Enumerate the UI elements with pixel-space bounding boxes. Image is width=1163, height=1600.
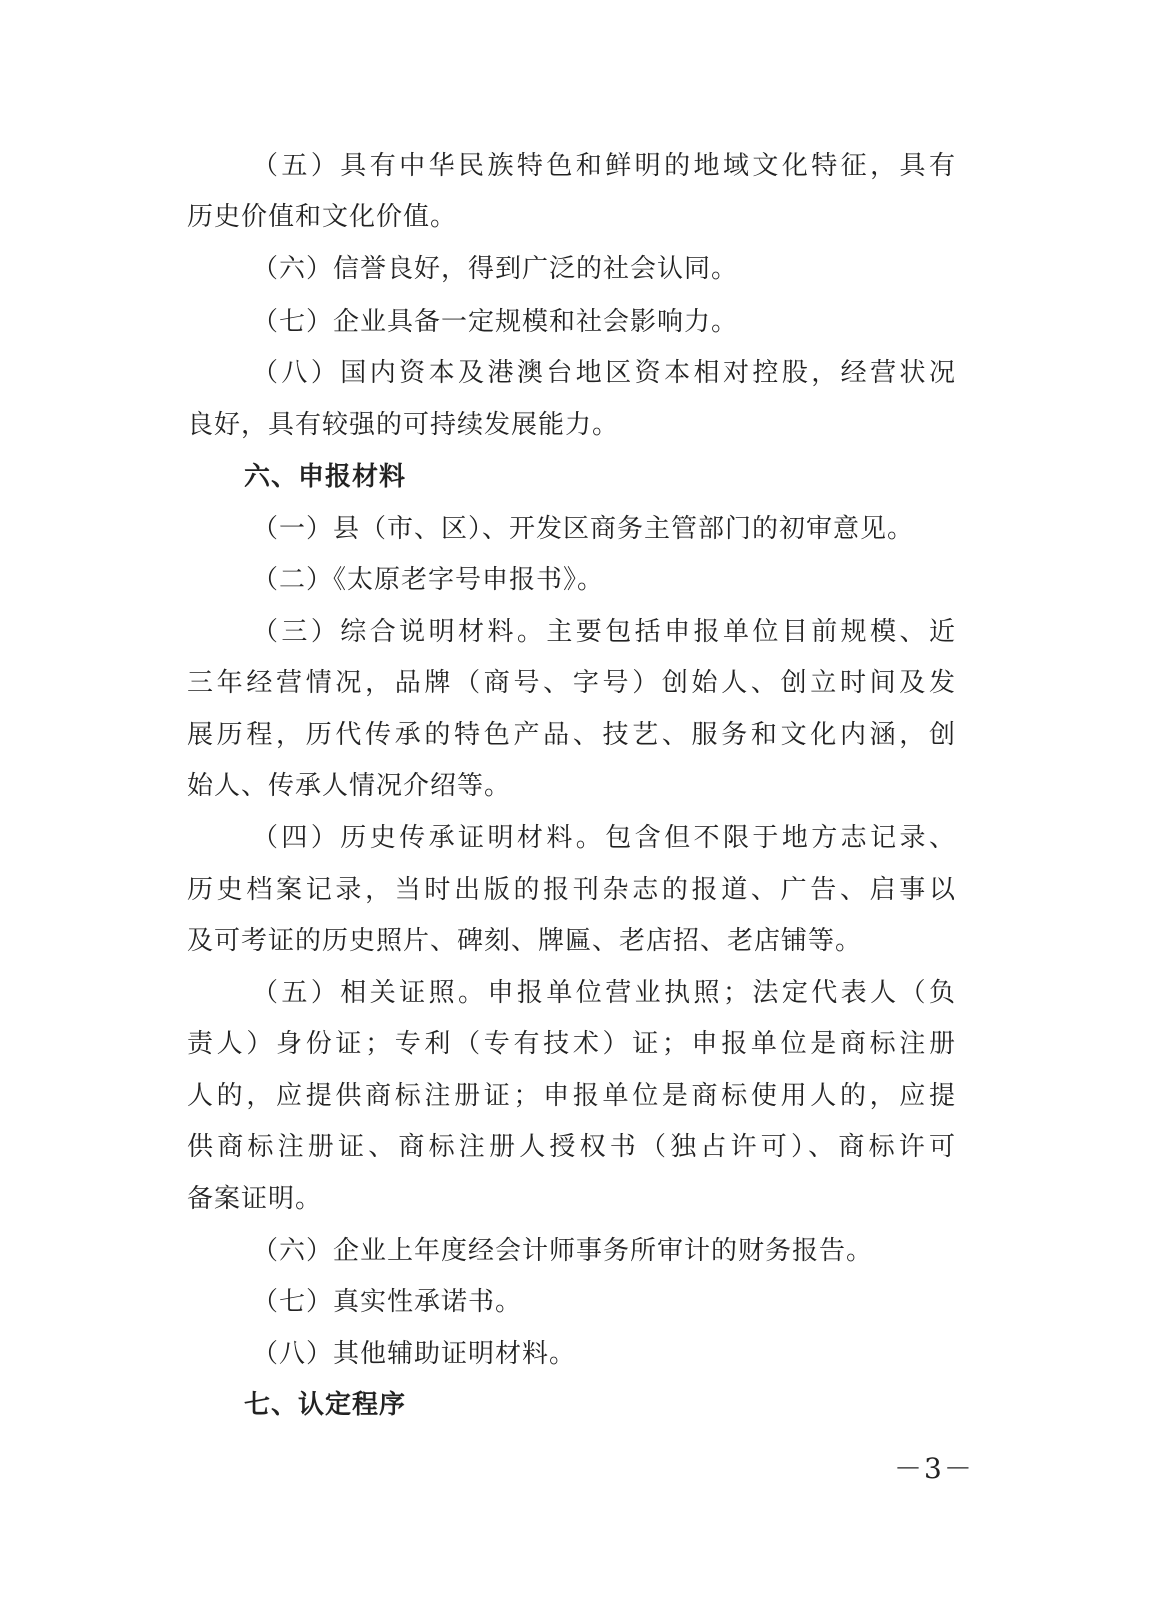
paragraph-line: （三）综合说明材料。主要包括申报单位目前规模、近 xyxy=(252,617,956,647)
paragraph-line: （七）企业具备一定规模和社会影响力。 xyxy=(252,307,739,337)
paragraph-line: （二）《太原老字号申报书》。 xyxy=(252,565,605,595)
section-heading-7: 七、认定程序 xyxy=(244,1390,407,1420)
paragraph-line: 责人）身份证；专利（专有技术）证；申报单位是商标注册 xyxy=(187,1029,956,1059)
paragraph-line: 始人、传承人情况介绍等。 xyxy=(187,771,512,801)
paragraph-line: （六）企业上年度经会计师事务所审计的财务报告。 xyxy=(252,1236,874,1266)
paragraph-line: 三年经营情况，品牌（商号、字号）创始人、创立时间及发 xyxy=(187,668,956,698)
paragraph-line: 历史价值和文化价值。 xyxy=(187,202,458,232)
paragraph-line: （五）具有中华民族特色和鲜明的地域文化特征，具有 xyxy=(252,151,956,181)
paragraph-line: （七）真实性承诺书。 xyxy=(252,1287,523,1317)
paragraph-line: 人的，应提供商标注册证；申报单位是商标使用人的，应提 xyxy=(187,1081,956,1111)
page-number: －3－ xyxy=(894,1452,974,1485)
paragraph-line: （八）其他辅助证明材料。 xyxy=(252,1339,577,1369)
paragraph-line: 历史档案记录，当时出版的报刊杂志的报道、广告、启事以 xyxy=(187,875,956,905)
paragraph-line: （五）相关证照。申报单位营业执照；法定代表人（负 xyxy=(252,978,956,1008)
paragraph-line: （一）县（市、区）、开发区商务主管部门的初审意见。 xyxy=(252,514,915,544)
paragraph-line: （四）历史传承证明材料。包含但不限于地方志记录、 xyxy=(252,823,956,853)
paragraph-line: 展历程，历代传承的特色产品、技艺、服务和文化内涵，创 xyxy=(187,720,956,750)
paragraph-line: 良好，具有较强的可持续发展能力。 xyxy=(187,410,620,440)
paragraph-line: 备案证明。 xyxy=(187,1184,323,1214)
paragraph-line: 供商标注册证、商标注册人授权书（独占许可）、商标许可 xyxy=(187,1132,956,1162)
section-heading-6: 六、申报材料 xyxy=(244,462,407,492)
paragraph-line: （六）信誉良好，得到广泛的社会认同。 xyxy=(252,254,739,284)
paragraph-line: 及可考证的历史照片、碑刻、牌匾、老店招、老店铺等。 xyxy=(187,926,863,956)
paragraph-line: （八）国内资本及港澳台地区资本相对控股，经营状况 xyxy=(252,358,956,388)
